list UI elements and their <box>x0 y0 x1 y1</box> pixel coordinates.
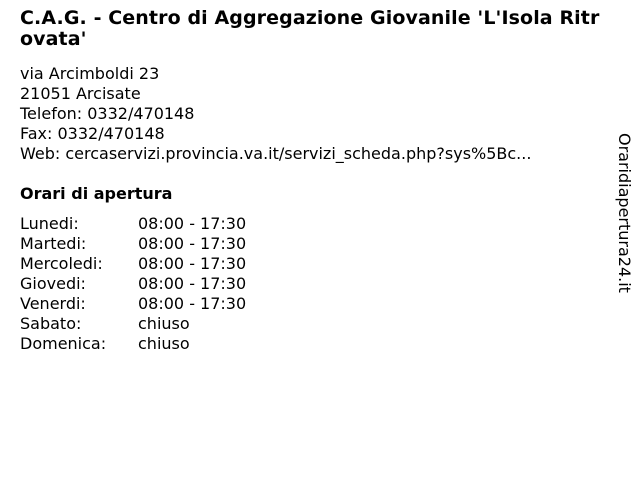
site-watermark: Oraridiapertura24.it <box>615 133 634 293</box>
street-address: via Arcimboldi 23 <box>20 64 160 83</box>
time-value: 08:00 - 17:30 <box>138 214 247 233</box>
day-label: Giovedi: <box>20 274 86 293</box>
opening-hours-heading: Orari di apertura <box>20 184 173 203</box>
time-value: 08:00 - 17:30 <box>138 254 247 273</box>
phone-number: Telefon: 0332/470148 <box>20 104 195 123</box>
day-label: Sabato: <box>20 314 82 333</box>
fax-number: Fax: 0332/470148 <box>20 124 165 143</box>
day-label: Venerdi: <box>20 294 86 313</box>
day-label: Martedi: <box>20 234 87 253</box>
time-value: chiuso <box>138 334 190 353</box>
page-title: C.A.G. - Centro di Aggregazione Giovanile 'L'Isola Ritrovata' <box>20 7 600 50</box>
day-label: Lunedi: <box>20 214 79 233</box>
time-value: chiuso <box>138 314 190 333</box>
city: 21051 Arcisate <box>20 84 141 103</box>
website: Web: cercaservizi.provincia.va.it/servizi_scheda.php?sys%5Bc... <box>20 144 532 163</box>
time-value: 08:00 - 17:30 <box>138 234 247 253</box>
day-label: Mercoledi: <box>20 254 103 273</box>
address-block <box>20 64 531 164</box>
time-value: 08:00 - 17:30 <box>138 294 247 313</box>
day-label: Domenica: <box>20 334 107 353</box>
time-value: 08:00 - 17:30 <box>138 274 247 293</box>
